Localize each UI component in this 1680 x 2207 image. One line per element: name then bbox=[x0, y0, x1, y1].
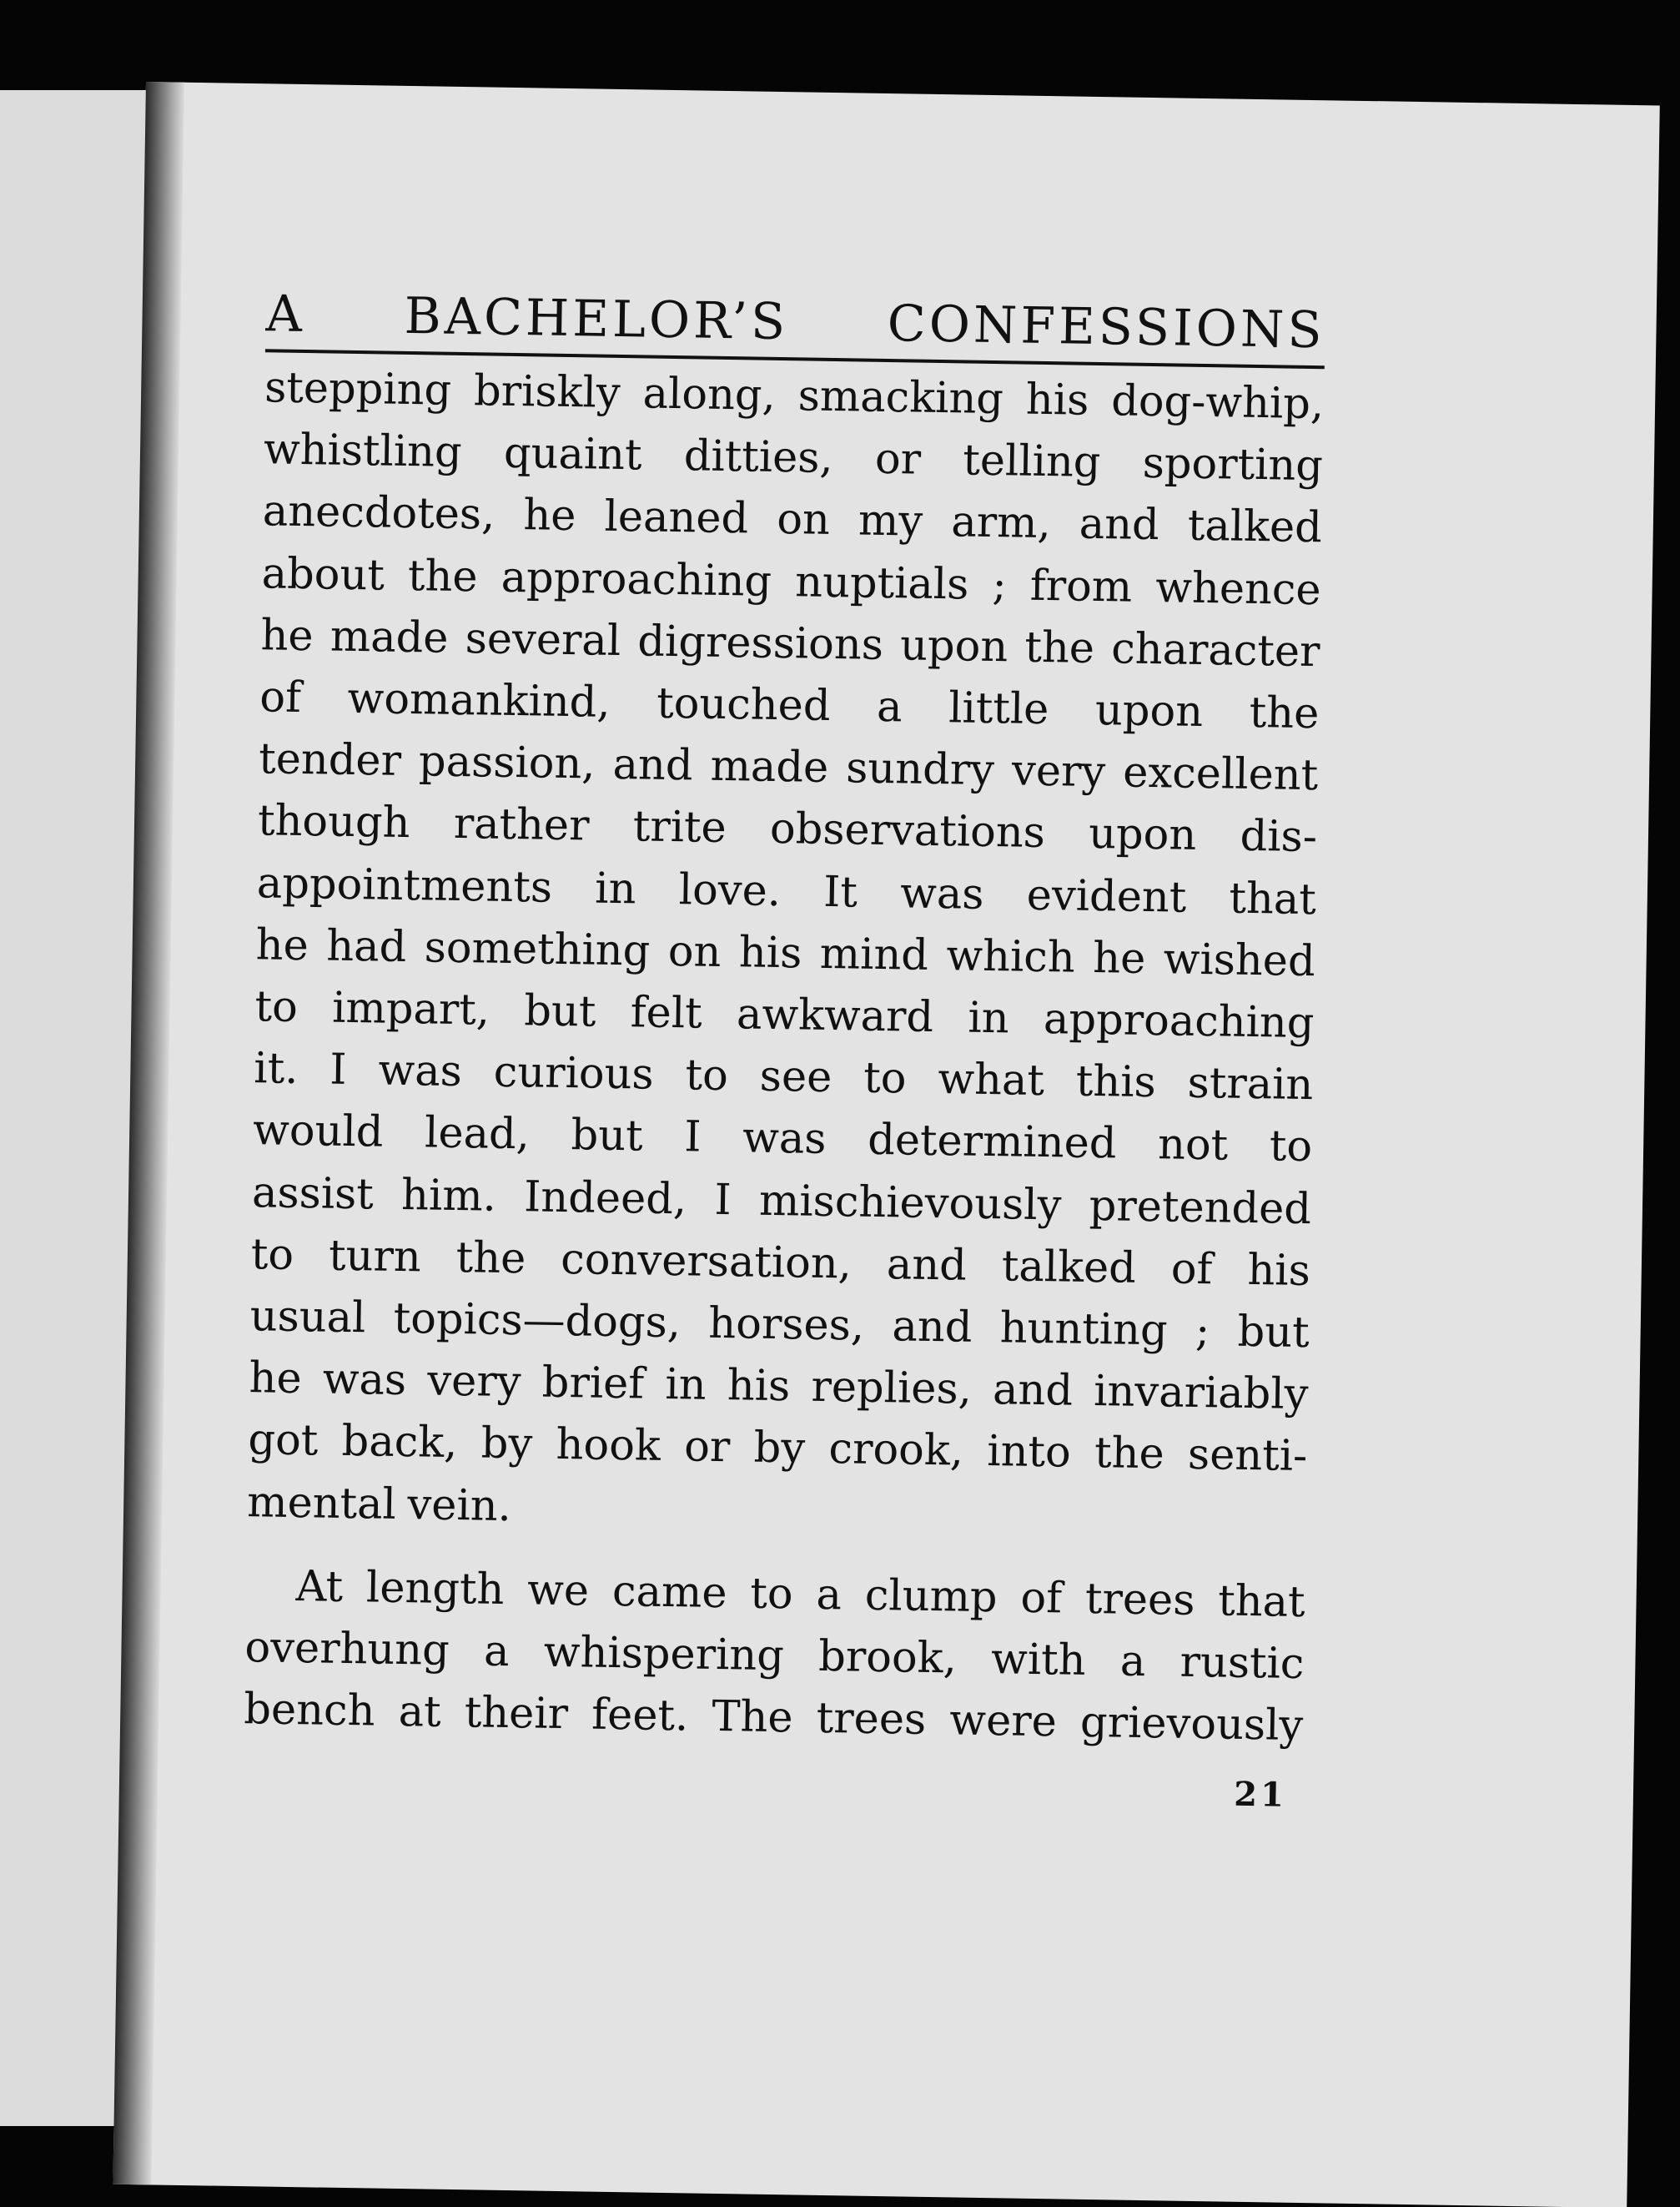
text-line: he was very brief in his replies, and invariably bbox=[249, 1353, 1309, 1420]
text-line: appointments in love. It was evident that bbox=[256, 858, 1317, 925]
text-line: whistling quaint ditties, or telling sporting bbox=[263, 425, 1324, 491]
book-page bbox=[113, 82, 1659, 2207]
text-line: of womankind, touched a little upon the bbox=[259, 673, 1320, 739]
text-line: though rather trite observations upon dis- bbox=[257, 796, 1318, 863]
text-line: he had something on his mind which he wished bbox=[255, 920, 1316, 986]
paragraph-1 bbox=[247, 357, 1325, 1550]
text-line: to turn the conversation, and talked of his bbox=[250, 1229, 1311, 1296]
text-line: bench at their feet. The trees were grievously bbox=[243, 1685, 1304, 1751]
text-block bbox=[243, 280, 1325, 1815]
paragraph-2 bbox=[244, 1555, 1305, 1758]
text-line: to impart, but felt awkward in approaching bbox=[254, 982, 1315, 1049]
page-number: 21 bbox=[1233, 1775, 1288, 1816]
text-line: mental vein. bbox=[246, 1477, 512, 1531]
text-line: stepping briskly along, smacking his dog-whip, bbox=[264, 363, 1325, 430]
text-line: tender passion, and made sundry very excellent bbox=[258, 734, 1319, 801]
text-line: about the approaching nuptials ; from whence bbox=[261, 548, 1322, 615]
text-line: anecdotes, he leaned on my arm, and talked bbox=[262, 486, 1323, 553]
text-line: assist him. Indeed, I mischievously pretended bbox=[251, 1167, 1312, 1234]
running-head-word: CONFESSIONS bbox=[887, 295, 1326, 360]
text-line: it. I was curious to see to what this strain bbox=[253, 1044, 1314, 1111]
text-line: would lead, but I was determined not to bbox=[252, 1106, 1313, 1172]
text-line: overhung a whispering brook, with a rustic bbox=[244, 1623, 1305, 1690]
text-line: usual topics—dogs, horses, and hunting ; but bbox=[249, 1292, 1310, 1358]
text-line: got back, by hook or by crook, into the senti- bbox=[247, 1415, 1308, 1482]
text-line: he made several digressions upon the character bbox=[260, 611, 1320, 678]
running-head-word: BACHELOR’S bbox=[404, 286, 789, 352]
text-line: At length we came to a clump of trees that bbox=[295, 1561, 1306, 1627]
running-head-word: A bbox=[265, 285, 306, 345]
